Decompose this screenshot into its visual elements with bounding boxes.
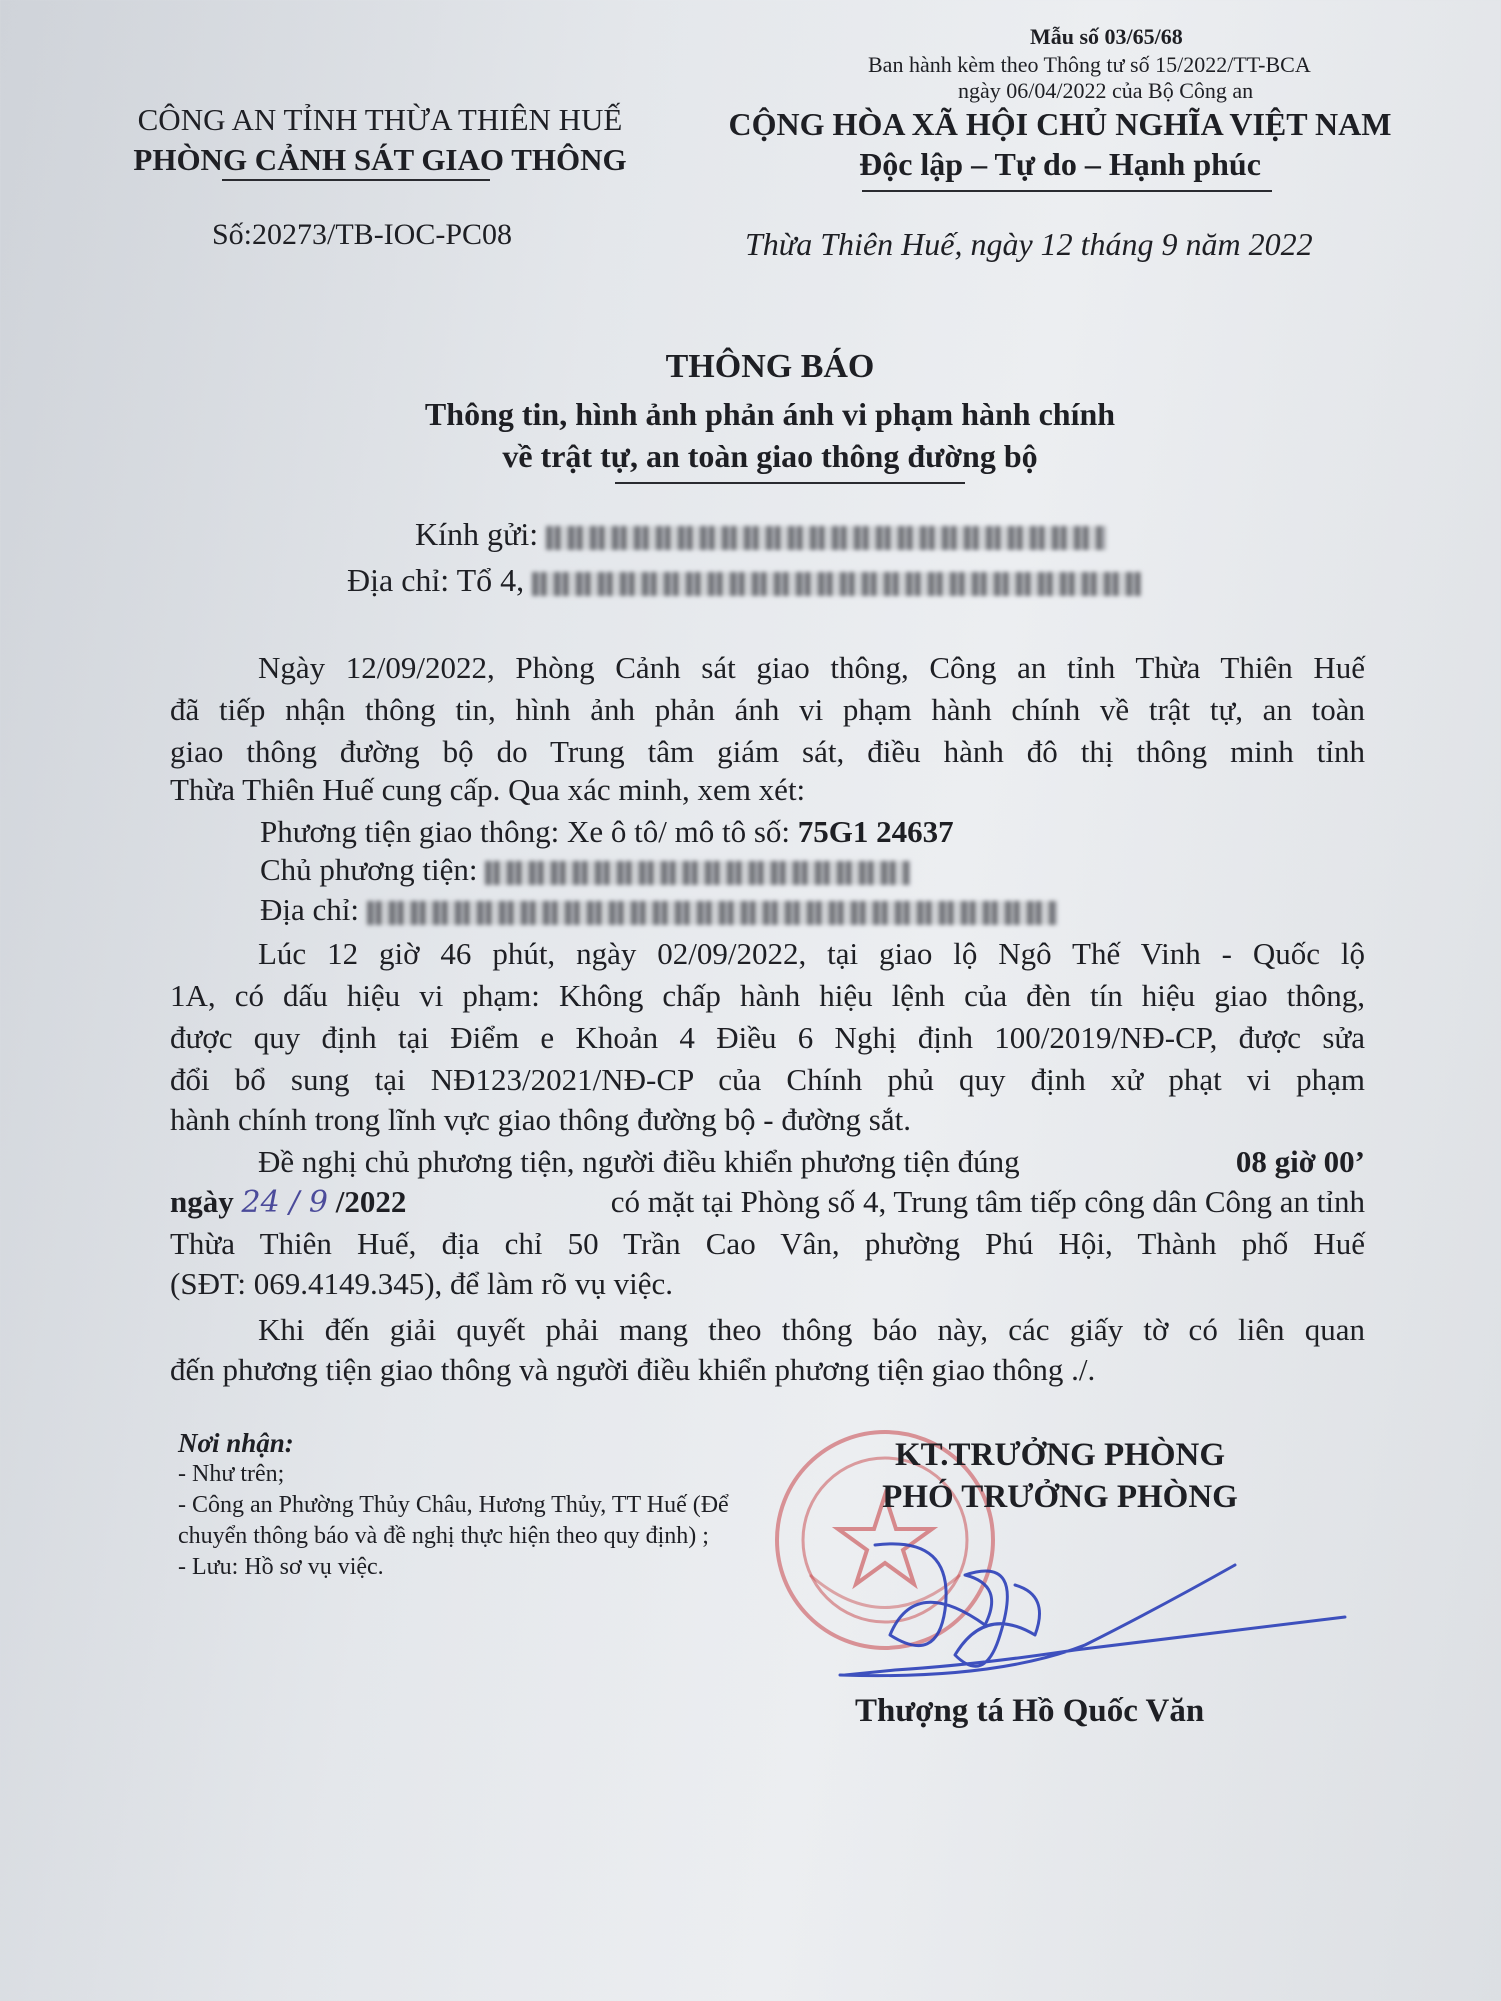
p3-line-1-text: Đề nghị chủ phương tiện, người điều khiển phương tiện đúng	[258, 1144, 1020, 1179]
p2-line-1: Lúc 12 giờ 46 phút, ngày 02/09/2022, tại giao lộ Ngô Thế Vinh - Quốc lộ	[258, 936, 1365, 971]
p4-line-1: Khi đến giải quyết phải mang theo thông báo này, các giấy tờ có liên quan	[258, 1312, 1365, 1347]
subtitle-line-1: Thông tin, hình ảnh phản ánh vi phạm hành chính	[424, 396, 1116, 432]
recipients-label: Nơi nhận:	[178, 1428, 294, 1458]
p2-line-4: đổi bổ sung tại NĐ123/2021/NĐ-CP của Chính phủ quy định xử phạt vi phạm	[170, 1062, 1365, 1097]
owner-label: Chủ phương tiện:	[260, 852, 478, 887]
form-issued-with: Ban hành kèm theo Thông tư số 15/2022/TT-BCA	[868, 52, 1311, 77]
motto: Độc lập – Tự do – Hạnh phúc	[859, 146, 1261, 182]
recipients-block	[178, 1428, 738, 1583]
addressee-label: Kính gửi:	[415, 516, 539, 552]
p3-line-2	[170, 1184, 1365, 1220]
p2-line-5: hành chính trong lĩnh vực giao thông đường bộ - đường sắt.	[170, 1102, 911, 1137]
recipient-item: - Công an Phường Thủy Châu, Hương Thủy, TT Huế (Để chuyển thông báo và đề nghị thực hiện theo quy định) ;	[178, 1492, 729, 1549]
agency-name: PHÒNG CẢNH SÁT GIAO THÔNG	[133, 142, 627, 177]
recipient-item: - Như trên;	[178, 1461, 285, 1487]
appointment-year: /2022	[335, 1184, 407, 1219]
appointment-day-handwritten: 24 / 9	[241, 1185, 328, 1220]
p3-line-3: Thừa Thiên Huế, địa chỉ 50 Trần Cao Vân, phường Phú Hội, Thành phố Huế	[170, 1226, 1365, 1261]
recipient-item: - Lưu: Hồ sơ vụ việc.	[178, 1554, 384, 1580]
agency-block	[80, 100, 680, 180]
p3-line-4: (SĐT: 069.4149.345), để làm rõ vụ việc.	[170, 1266, 673, 1301]
owner-row	[260, 852, 1455, 888]
signature-title-1: KT.TRƯỞNG PHÒNG	[895, 1437, 1225, 1473]
document-title: THÔNG BÁO	[665, 348, 875, 385]
p4-line-2: đến phương tiện giao thông và người điều khiển phương tiện giao thông ./.	[170, 1352, 1096, 1387]
form-number: Mẫu số 03/65/68	[1030, 24, 1183, 49]
p1-line-4: Thừa Thiên Huế cung cấp. Qua xác minh, xem xét:	[170, 772, 806, 807]
motto-underline	[862, 190, 1272, 192]
country-name: CỘNG HÒA XÃ HỘI CHỦ NGHĨA VIỆT NAM	[728, 106, 1392, 142]
document-number: Số:20273/TB-IOC-PC08	[212, 218, 513, 251]
place-date: Thừa Thiên Huế, ngày 12 tháng 9 năm 2022	[745, 226, 1313, 262]
title-underline	[615, 482, 965, 484]
subtitle-line-2: về trật tự, an toàn giao thông đường bộ	[502, 438, 1038, 474]
owner-address-label: Địa chỉ:	[260, 892, 359, 927]
addressee-address-start: Tổ 4,	[456, 562, 525, 598]
redacted-addressee-address	[532, 572, 1142, 596]
agency-underline	[222, 179, 490, 181]
p2-line-2: 1A, có dấu hiệu vi phạm: Không chấp hành hiệu lệnh của đèn tín hiệu giao thông,	[170, 978, 1365, 1013]
appointment-day-label: ngày	[170, 1184, 234, 1219]
owner-address-row	[260, 892, 1455, 928]
addressee-address-label: Địa chỉ:	[347, 562, 450, 598]
appointment-time: 08 giờ 00’	[1235, 1144, 1365, 1179]
form-issued-date: ngày 06/04/2022 của Bộ Công an	[958, 78, 1254, 103]
p1-line-3: giao thông đường bộ do Trung tâm giám sát, điều hành đô thị thông minh tỉnh	[170, 734, 1365, 769]
vehicle-row	[260, 814, 1455, 850]
vehicle-plate: 75G1 24637	[797, 814, 954, 849]
signer-name: Thượng tá Hồ Quốc Văn	[855, 1693, 1205, 1729]
agency-parent: CÔNG AN TỈNH THỪA THIÊN HUẾ	[137, 102, 623, 137]
addressee-address-row	[347, 562, 1142, 599]
redacted-owner-address	[367, 901, 1057, 925]
p1-line-1: Ngày 12/09/2022, Phòng Cảnh sát giao thông, Công an tỉnh Thừa Thiên Huế	[258, 650, 1365, 685]
signature-title-2: PHÓ TRƯỞNG PHÒNG	[882, 1479, 1238, 1515]
vehicle-label: Phương tiện giao thông: Xe ô tô/ mô tô số:	[260, 814, 791, 849]
addressee-row	[415, 516, 1106, 553]
redacted-owner-name	[485, 861, 910, 885]
redacted-addressee-name	[546, 526, 1106, 550]
p2-line-3: được quy định tại Điểm e Khoản 4 Điều 6 Nghị định 100/2019/NĐ-CP, được sửa	[170, 1020, 1365, 1055]
p3-line-1	[258, 1144, 1365, 1180]
country-block	[680, 104, 1440, 184]
p1-line-2: đã tiếp nhận thông tin, hình ảnh phản ánh vi phạm hành chính về trật tự, an toàn	[170, 692, 1365, 727]
p3-line-2-rest: có mặt tại Phòng số 4, Trung tâm tiếp công dân Công an tỉnh	[610, 1184, 1365, 1219]
